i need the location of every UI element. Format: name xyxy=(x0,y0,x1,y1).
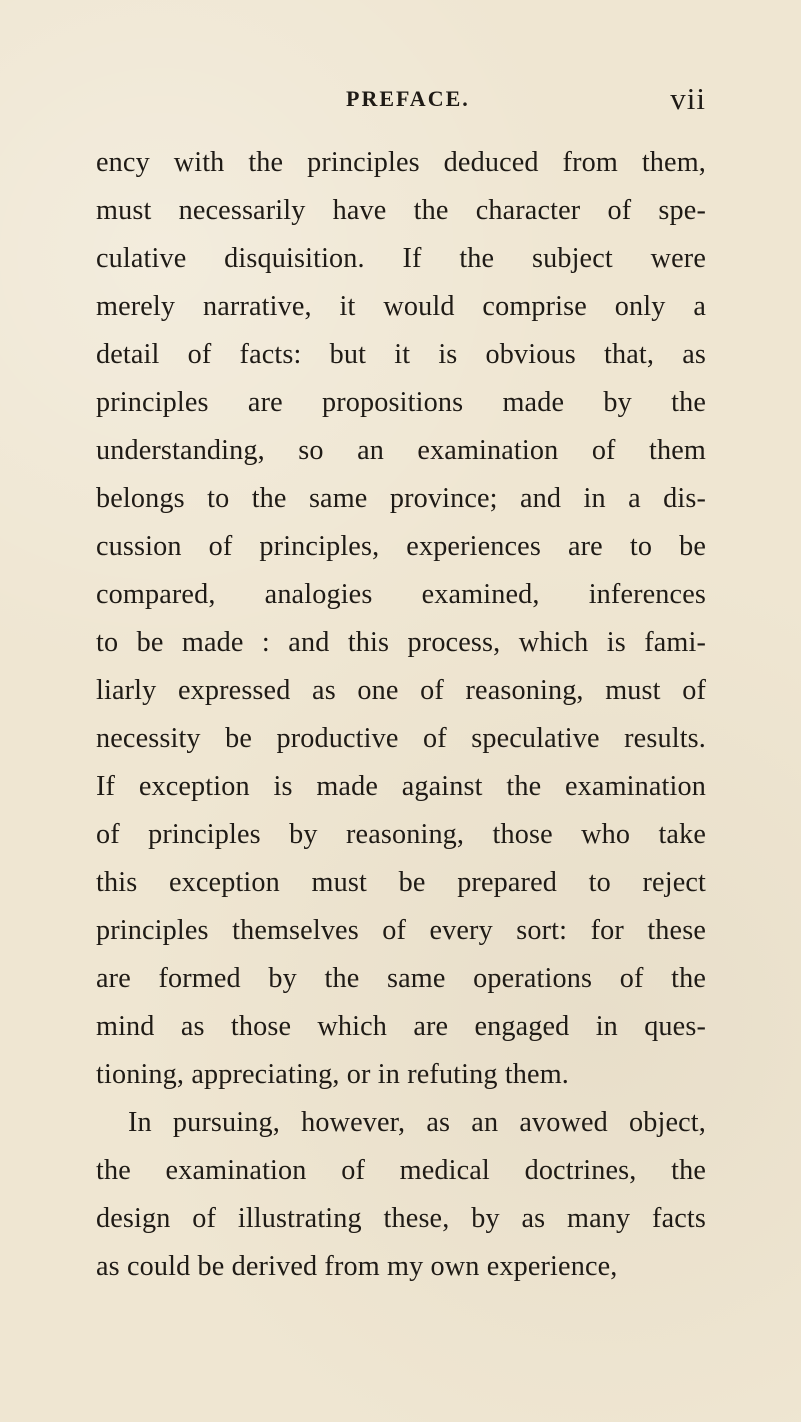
running-title: PREFACE. xyxy=(346,86,470,111)
text-line: the examination of medical doctrines, the xyxy=(96,1155,706,1186)
text-line: compared, analogies examined, inferences xyxy=(96,579,706,610)
text-line: tioning, appreciating, or in refuting them. xyxy=(96,1059,569,1090)
text-line: ency with the principles deduced from them, xyxy=(96,147,706,178)
page-number: vii xyxy=(670,81,706,116)
text-line: are formed by the same operations of the xyxy=(96,963,706,994)
text-line: principles are propositions made by the xyxy=(96,387,706,418)
text-line: mind as those which are engaged in ques- xyxy=(96,1011,706,1042)
text-line: understanding, so an examination of them xyxy=(96,435,706,466)
text-line: design of illustrating these, by as many facts xyxy=(96,1203,706,1234)
body-text xyxy=(96,139,706,1379)
paragraph-first-line: In pursuing, however, as an avowed object, xyxy=(128,1107,706,1138)
text-line: to be made : and this process, which is fami- xyxy=(96,627,706,658)
text-line: cussion of principles, experiences are to be xyxy=(96,531,706,562)
text-line: merely narrative, it would comprise only a xyxy=(96,291,706,322)
text-line: necessity be productive of speculative results. xyxy=(96,723,706,754)
text-line: principles themselves of every sort: for these xyxy=(96,915,706,946)
text-line: liarly expressed as one of reasoning, must of xyxy=(96,675,706,706)
text-line: If exception is made against the examination xyxy=(96,771,706,802)
page-header xyxy=(96,81,706,117)
text-line: belongs to the same province; and in a dis- xyxy=(96,483,706,514)
text-line: this exception must be prepared to reject xyxy=(96,867,706,898)
text-line: detail of facts: but it is obvious that, as xyxy=(96,339,706,370)
text-line: culative disquisition. If the subject were xyxy=(96,243,706,274)
text-line: of principles by reasoning, those who take xyxy=(96,819,706,850)
text-line: as could be derived from my own experience, xyxy=(96,1251,618,1282)
text-line: must necessarily have the character of spe- xyxy=(96,195,706,226)
